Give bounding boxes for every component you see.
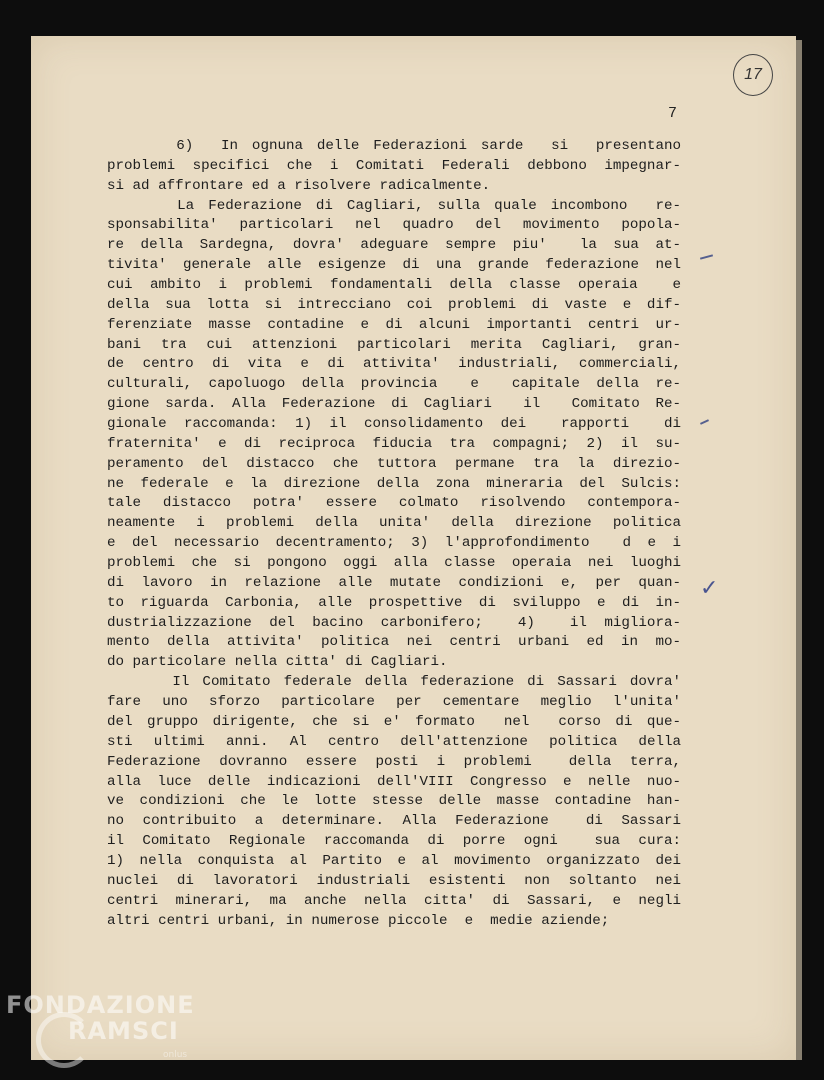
text-line: La Federazione di Cagliari, sulla quale incombono re- (107, 197, 681, 214)
watermark-line2: RAMSCI (68, 1017, 179, 1045)
text-line: gionale raccomanda: 1) il consolidamento dei rapporti di (107, 416, 681, 433)
text-line: del gruppo dirigente, che si e' formato nel corso di que- (107, 713, 681, 730)
archive-number-stamp (733, 54, 773, 96)
text-line: tale distacco potra' essere colmato risolvendo contempora- (107, 495, 681, 512)
watermark (6, 992, 195, 1044)
text-line: nuclei di lavoratori industriali esistenti non soltanto nei (107, 872, 681, 889)
text-line: de centro di vita e di attivita' industriali, commerciali, (107, 356, 681, 373)
text-line: bani tra cui attenzioni particolari merita Cagliari, gran- (107, 336, 681, 353)
text-line: no contribuito a determinare. Alla Federazione di Sassari (107, 813, 681, 830)
watermark-suffix: onlus (163, 1050, 188, 1060)
text-line: problemi che si pongono oggi alla classe operaia nei luoghi (107, 555, 681, 572)
text-line: ferenziate masse contadine e di alcuni importanti centri ur- (107, 316, 681, 333)
text-line: ve condizioni che le lotte stesse delle masse contadine han- (107, 793, 681, 810)
text-line: ne federale e la direzione della zona mineraria del Sulcis: (107, 475, 681, 492)
text-line: tivita' generale alle esigenze di una grande federazione nel (107, 257, 681, 274)
text-line: il Comitato Regionale raccomanda di porre ogni sua cura: (107, 833, 681, 850)
text-line: to riguarda Carbonia, alle prospettive di sviluppo e di in- (107, 594, 681, 611)
text-line: mento della attivita' politica nei centri urbani ed in mo- (107, 634, 681, 651)
text-line: centri minerari, ma anche nella citta' di Sassari, e negli (107, 892, 681, 909)
text-line: problemi specifici che i Comitati Federali debbono impegnar- (107, 157, 681, 174)
text-line: e del necessario decentramento; 3) l'approfondimento d e i (107, 535, 681, 552)
text-line: culturali, capoluogo della provincia e capitale della re- (107, 376, 681, 393)
text-line: cui ambito i problemi fondamentali della classe operaia e (107, 277, 681, 294)
text-line: do particolare nella citta' di Cagliari. (107, 654, 448, 671)
text-line: 6) In ognuna delle Federazioni sarde si presentano (107, 138, 681, 154)
text-line: gione sarda. Alla Federazione di Cagliari il Comitato Re- (107, 396, 681, 413)
text-line: fare uno sforzo particolare per cementare meglio l'unita' (107, 694, 681, 711)
text-line: fraternita' e di reciproca fiducia tra compagni; 2) il su- (107, 435, 681, 452)
page-number: 7 (668, 105, 678, 122)
archive-number: 17 (744, 66, 762, 83)
text-line: Il Comitato federale della federazione di Sassari dovra' (107, 674, 681, 691)
text-line: peramento del distacco che tuttora permane tra la direzio- (107, 455, 681, 472)
text-line: sti ultimi anni. Al centro dell'attenzione politica della (107, 733, 681, 750)
body-text (107, 137, 681, 931)
margin-checkmark-icon: ✓ (700, 576, 719, 601)
text-line: neamente i problemi della unita' della direzione politica (107, 515, 681, 532)
text-line: alla luce delle indicazioni dell'VIII Congresso e nelle nuo- (107, 773, 681, 790)
text-line: 1) nella conquista al Partito e al movimento organizzato dei (107, 852, 681, 869)
text-line: di lavoro in relazione alle mutate condizioni e, per quan- (107, 574, 681, 591)
page-edge (796, 40, 802, 1060)
text-line: si ad affrontare ed a risolvere radicalmente. (107, 177, 491, 194)
text-line: della sua lotta si intrecciano coi problemi di vaste e dif- (107, 296, 681, 313)
text-line: dustrializzazione del bacino carbonifero; 4) il migliora- (107, 614, 681, 631)
text-line: Federazione dovranno essere posti i problemi della terra, (107, 753, 681, 770)
text-line: sponsabilita' particolari nel quadro del movimento popola- (107, 217, 681, 234)
text-line: altri centri urbani, in numerose piccole e medie aziende; (107, 912, 610, 929)
watermark-line1: FONDAZIONE (6, 991, 195, 1019)
text-line: re della Sardegna, dovra' adeguare sempre piu' la sua at- (107, 237, 681, 254)
